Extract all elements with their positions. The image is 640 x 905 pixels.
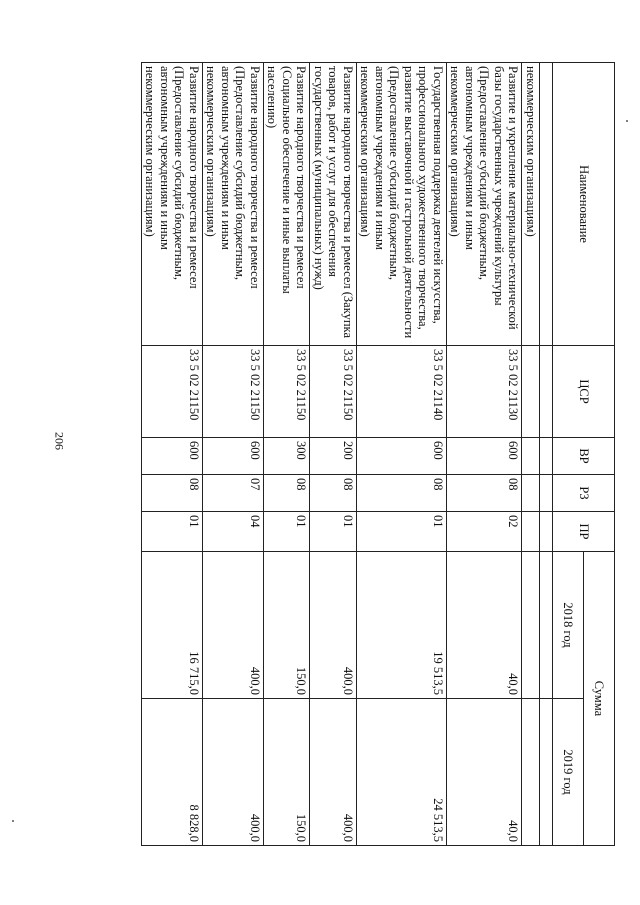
row-sum-2018: 16 715,0 [142, 552, 203, 699]
row-name: Государственная поддержка деятелей искусства, профессионального художественного творчества, развитие выставочной и гастрольной деятельности (Предоставление субсидий бюджетным, автономным учреждениям и иным некоммерческим организациям) [357, 63, 447, 346]
header-csr: ЦСР [553, 346, 615, 438]
scan-speck [12, 820, 14, 822]
row-sum-2019: 24 513,5 [357, 699, 447, 846]
table-row [447, 63, 523, 846]
row-name: Развитие народного творчества и ремесел (Предоставление субсидий бюджетным, автономным учреждениям и иным некоммерческим организациям) [203, 63, 264, 346]
spacer-row [540, 63, 553, 846]
budget-table [141, 62, 615, 846]
row-csr: 33 5 02 21150 [142, 346, 203, 438]
page-number: 206 [52, 432, 67, 450]
row-name: Развитие народного творчества и ремесел (Закупка товаров, работ и услуг для обеспечения государственных (муниципальных) нужд) [310, 63, 357, 346]
row-rz: 07 [203, 475, 264, 512]
row-csr: 33 5 02 21150 [264, 346, 311, 438]
row-sum-2018 [522, 552, 540, 699]
row-vr: 600 [142, 438, 203, 475]
row-csr: 33 5 02 21150 [310, 346, 357, 438]
row-sum-2018: 400,0 [203, 552, 264, 699]
row-sum-2019: 400,0 [203, 699, 264, 846]
row-pr [522, 512, 540, 552]
header-year-2019: 2019 год [553, 699, 584, 846]
row-vr: 300 [264, 438, 311, 475]
row-rz: 08 [357, 475, 447, 512]
row-name: некоммерческим организациям) [522, 63, 540, 346]
table-row [522, 63, 540, 846]
row-sum-2019: 40,0 [447, 699, 523, 846]
row-rz: 08 [310, 475, 357, 512]
header-name: Наименование [553, 63, 615, 346]
row-pr: 01 [264, 512, 311, 552]
row-sum-2019: 400,0 [310, 699, 357, 846]
row-rz: 08 [142, 475, 203, 512]
row-sum-2018: 400,0 [310, 552, 357, 699]
row-pr: 02 [447, 512, 523, 552]
row-rz [522, 475, 540, 512]
row-csr: 33 5 02 21140 [357, 346, 447, 438]
row-vr: 600 [203, 438, 264, 475]
row-vr: 600 [447, 438, 523, 475]
table-row [203, 63, 264, 846]
row-pr: 04 [203, 512, 264, 552]
header-pr: ПР [553, 512, 615, 552]
row-sum-2019: 8 828,0 [142, 699, 203, 846]
rotated-page-content [78, 62, 615, 845]
row-vr [522, 438, 540, 475]
header-year-2018: 2018 год [553, 552, 584, 699]
row-sum-2019: 150,0 [264, 699, 311, 846]
row-vr: 200 [310, 438, 357, 475]
row-pr: 01 [142, 512, 203, 552]
row-name: Развитие народного творчества и ремесел (Социальное обеспечение и иные выплаты населению) [264, 63, 311, 346]
row-name: Развитие народного творчества и ремесел (Предоставление субсидий бюджетным, автономным учреждениям и иным некоммерческим организациям) [142, 63, 203, 346]
row-name: Развитие и укрепление материально-технической базы государственных учреждений культуры (Предоставление субсидий бюджетным, автономным учреждениям и иным некоммерческим организациям) [447, 63, 523, 346]
header-rz: РЗ [553, 475, 615, 512]
header-sum: Сумма [584, 552, 615, 846]
row-vr: 600 [357, 438, 447, 475]
table-row [264, 63, 311, 846]
row-csr [522, 346, 540, 438]
table-row [142, 63, 203, 846]
row-pr: 01 [357, 512, 447, 552]
table-row [357, 63, 447, 846]
row-rz: 08 [447, 475, 523, 512]
row-sum-2018: 19 513,5 [357, 552, 447, 699]
row-sum-2018: 40,0 [447, 552, 523, 699]
scan-speck [626, 120, 628, 122]
table-row [310, 63, 357, 846]
header-row-1 [584, 63, 615, 846]
row-csr: 33 5 02 21130 [447, 346, 523, 438]
row-sum-2018: 150,0 [264, 552, 311, 699]
row-pr: 01 [310, 512, 357, 552]
row-rz: 08 [264, 475, 311, 512]
header-vr: ВР [553, 438, 615, 475]
row-csr: 33 5 02 21150 [203, 346, 264, 438]
row-sum-2019 [522, 699, 540, 846]
